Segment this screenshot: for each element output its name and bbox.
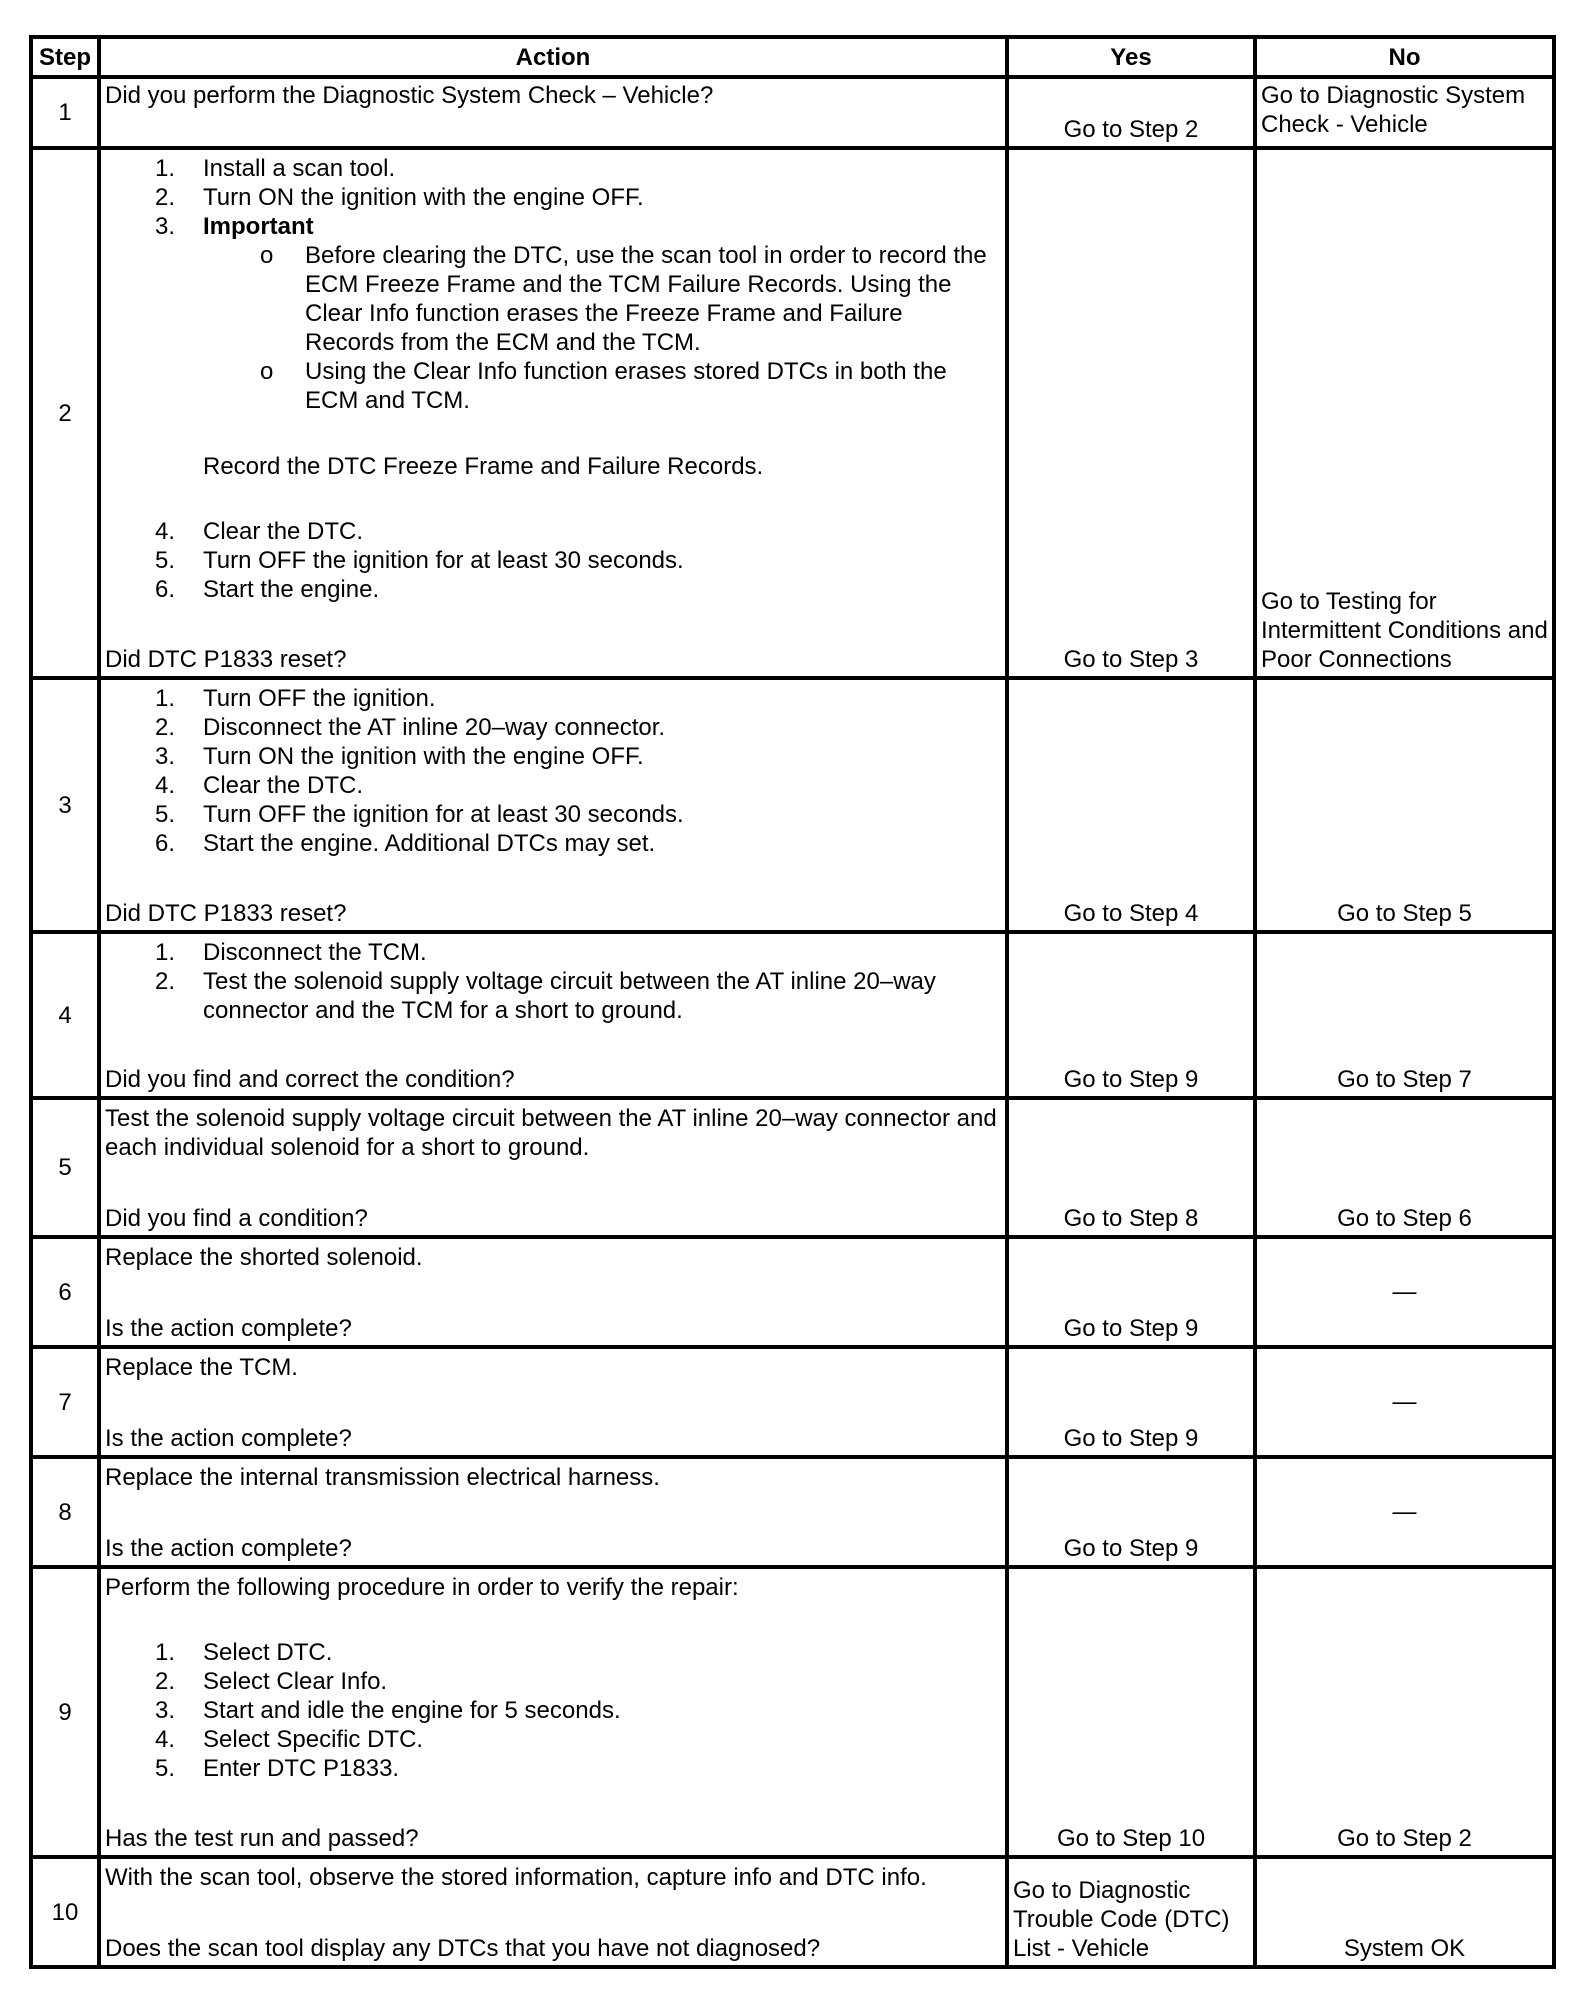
action-text: Replace the TCM.	[105, 1354, 298, 1381]
table-row	[31, 1098, 1554, 1237]
action-cell	[99, 77, 1007, 148]
action-text: Replace the shorted solenoid.	[105, 1244, 423, 1271]
yes-link[interactable]: Go to Step 9	[1063, 1535, 1199, 1562]
yes-link[interactable]: Go to Step 2	[1063, 116, 1199, 143]
yes-link[interactable]: Go to Diagnostic Trouble Code (DTC) List - Vehicle	[1013, 1877, 1230, 1962]
step-number: 9	[31, 1567, 99, 1857]
no-value: —	[1392, 1278, 1417, 1306]
table-row	[31, 932, 1554, 1098]
yes-link[interactable]: Go to Step 9	[1063, 1066, 1199, 1093]
action-text: Perform the following procedure in order to verify the repair:	[105, 1574, 739, 1601]
no-value: —	[1392, 1388, 1417, 1416]
action-steps	[105, 517, 999, 604]
yes-cell	[1007, 1457, 1255, 1567]
action-question: Did you find and correct the condition?	[105, 1066, 515, 1093]
action-question: Did you find a condition?	[105, 1205, 368, 1232]
no-link[interactable]: Go to Step 5	[1337, 900, 1472, 927]
diagnostic-table	[29, 35, 1556, 1969]
list-item: 5. Enter DTC P1833.	[155, 1755, 400, 1782]
yes-link[interactable]: Go to Step 10	[1056, 1825, 1206, 1852]
no-cell	[1255, 1347, 1554, 1457]
action-steps	[105, 936, 999, 1025]
no-link[interactable]: Go to Testing for Intermittent Conditions and Poor Connections	[1261, 588, 1548, 673]
list-item: 3. Turn ON the ignition with the engine OFF.	[155, 743, 644, 770]
no-cell	[1255, 1098, 1554, 1237]
header-row	[31, 37, 1554, 77]
list-item: 1. Install a scan tool.	[155, 155, 396, 182]
no-cell	[1255, 1237, 1554, 1347]
important-label: Important	[203, 213, 314, 240]
action-cell	[99, 1567, 1007, 1857]
action-cell	[99, 1237, 1007, 1347]
no-link[interactable]: Go to Step 6	[1337, 1205, 1472, 1232]
table-row	[31, 678, 1554, 932]
no-cell	[1255, 77, 1554, 148]
action-question: Does the scan tool display any DTCs that you have not diagnosed?	[105, 1935, 821, 1962]
yes-link[interactable]: Go to Step 9	[1063, 1425, 1199, 1452]
yes-cell	[1007, 148, 1255, 678]
step-number: 1	[31, 77, 99, 148]
action-note: Record the DTC Freeze Frame and Failure Records.	[203, 453, 764, 480]
no-cell	[1255, 1567, 1554, 1857]
action-steps	[105, 154, 999, 415]
list-item: 4. Clear the DTC.	[155, 518, 364, 545]
list-item: 5. Turn OFF the ignition for at least 30 seconds.	[155, 801, 684, 828]
action-question: Has the test run and passed?	[105, 1825, 419, 1852]
no-cell	[1255, 932, 1554, 1098]
important-notes	[105, 241, 999, 415]
step-number: 6	[31, 1237, 99, 1347]
no-cell	[1255, 148, 1554, 678]
yes-cell	[1007, 77, 1255, 148]
action-question: Did DTC P1833 reset?	[105, 646, 347, 673]
no-cell	[1255, 1857, 1554, 1967]
step-number: 2	[31, 148, 99, 678]
yes-cell	[1007, 932, 1255, 1098]
table-row	[31, 1347, 1554, 1457]
list-item: o Using the Clear Info function erases stored DTCs in both the ECM and TCM.	[260, 358, 947, 414]
yes-cell	[1007, 678, 1255, 932]
no-value: System OK	[1343, 1935, 1466, 1962]
header-action: Action	[99, 37, 1007, 77]
action-steps	[105, 682, 999, 858]
action-question: Did DTC P1833 reset?	[105, 900, 347, 927]
list-item: o Before clearing the DTC, use the scan tool in order to record the ECM Freeze Frame and the TCM Failure Records. Using the Clear Info function erases the Freeze Frame and Failure Records from the ECM and the TCM.	[260, 242, 987, 356]
yes-link[interactable]: Go to Step 9	[1063, 1315, 1199, 1342]
action-text: Test the solenoid supply voltage circuit between the AT inline 20–way connector and each individual solenoid for a short to ground.	[105, 1105, 997, 1161]
action-cell	[99, 932, 1007, 1098]
action-cell	[99, 1457, 1007, 1567]
action-question: Did you perform the Diagnostic System Check – Vehicle?	[105, 82, 714, 109]
no-cell	[1255, 678, 1554, 932]
action-question: Is the action complete?	[105, 1425, 352, 1452]
table-row	[31, 1567, 1554, 1857]
action-text: Replace the internal transmission electrical harness.	[105, 1464, 660, 1491]
table-row	[31, 1457, 1554, 1567]
list-item: 5. Turn OFF the ignition for at least 30 seconds.	[155, 547, 684, 574]
action-steps	[105, 1638, 999, 1783]
action-text: With the scan tool, observe the stored information, capture info and DTC info.	[105, 1864, 927, 1891]
table-row	[31, 1237, 1554, 1347]
table-row	[31, 77, 1554, 148]
list-item: 4. Select Specific DTC.	[155, 1726, 424, 1753]
yes-link[interactable]: Go to Step 3	[1063, 646, 1199, 673]
list-item: 3. Important o Before clearing the DTC, use the scan tool in order to record the ECM Freeze Frame and the TCM Failure Records. Using the Clear Info function erases the Freeze Frame and Failure Records from the ECM and the TCM. o Using the Clear Info function erases stored DTCs in both the ECM and TCM.	[105, 212, 999, 415]
action-cell	[99, 1857, 1007, 1967]
list-item: 3. Start and idle the engine for 5 seconds.	[155, 1697, 621, 1724]
no-link[interactable]: Go to Step 7	[1337, 1066, 1472, 1093]
yes-cell	[1007, 1857, 1255, 1967]
step-number: 3	[31, 678, 99, 932]
no-value: —	[1392, 1498, 1417, 1526]
table-row	[31, 148, 1554, 678]
action-cell	[99, 148, 1007, 678]
yes-cell	[1007, 1567, 1255, 1857]
no-link[interactable]: Go to Diagnostic System Check - Vehicle	[1261, 82, 1526, 138]
list-item: 1. Select DTC.	[155, 1639, 333, 1666]
yes-cell	[1007, 1098, 1255, 1237]
action-question: Is the action complete?	[105, 1315, 352, 1342]
list-item: 2. Disconnect the AT inline 20–way connector.	[155, 714, 666, 741]
action-cell	[99, 1098, 1007, 1237]
step-number: 4	[31, 932, 99, 1098]
list-item: 2. Select Clear Info.	[155, 1668, 388, 1695]
yes-link[interactable]: Go to Step 4	[1063, 900, 1199, 927]
table-row	[31, 1857, 1554, 1967]
action-cell	[99, 678, 1007, 932]
list-item: 2. Turn ON the ignition with the engine OFF.	[155, 184, 644, 211]
yes-cell	[1007, 1237, 1255, 1347]
list-item: 2. Test the solenoid supply voltage circuit between the AT inline 20–way connector and the TCM for a short to ground.	[155, 968, 936, 1024]
no-cell	[1255, 1457, 1554, 1567]
list-item: 1. Turn OFF the ignition.	[155, 685, 436, 712]
header-no: No	[1255, 37, 1554, 77]
header-yes: Yes	[1007, 37, 1255, 77]
step-number: 8	[31, 1457, 99, 1567]
no-link[interactable]: Go to Step 2	[1337, 1825, 1472, 1852]
step-number: 7	[31, 1347, 99, 1457]
action-cell	[99, 1347, 1007, 1457]
list-item: 4. Clear the DTC.	[155, 772, 364, 799]
yes-cell	[1007, 1347, 1255, 1457]
list-item: 1. Disconnect the TCM.	[155, 939, 427, 966]
step-number: 5	[31, 1098, 99, 1237]
action-question: Is the action complete?	[105, 1535, 352, 1562]
step-number: 10	[31, 1857, 99, 1967]
yes-link[interactable]: Go to Step 8	[1063, 1205, 1199, 1232]
list-item: 6. Start the engine.	[155, 576, 380, 603]
header-step: Step	[31, 37, 99, 77]
list-item: 6. Start the engine. Additional DTCs may set.	[155, 830, 656, 857]
